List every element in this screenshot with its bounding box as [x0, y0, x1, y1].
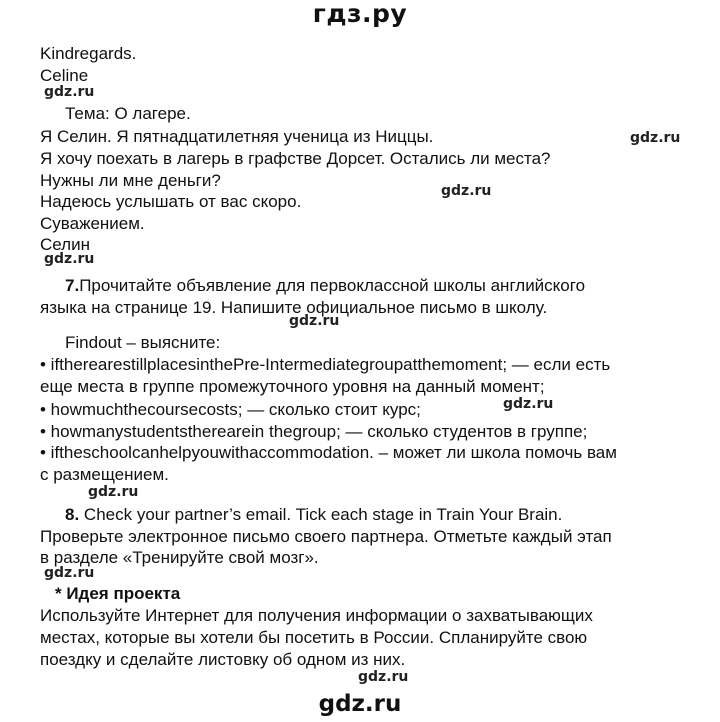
task8-line3: в разделе «Тренируйте свой мозг». [40, 548, 319, 567]
watermark: gdz.ru [44, 251, 95, 267]
project-line: Используйте Интернет для получения информации о захватывающих [40, 606, 593, 625]
letter-closing-en: Kindregards. [40, 44, 137, 63]
findout-label: Findout – выясните: [65, 333, 221, 352]
watermark: gdz.ru [44, 84, 95, 100]
task7-line1 [65, 276, 585, 296]
site-footer: gdz.ru [318, 691, 402, 717]
watermark: gdz.ru [630, 130, 681, 146]
bullet-line: • iftheschoolcanhelpyouwithaccommodation. – может ли школа помочь вам [40, 443, 617, 462]
bullet-line: еще места в группе промежуточного уровня на данный момент; [40, 377, 545, 396]
task7-number: 7. [65, 276, 80, 295]
letter-line: Надеюсь услышать от вас скоро. [40, 192, 302, 211]
project-title: * Идея проекта [55, 584, 181, 603]
letter-line: Я Селин. Я пятнадцатилетняя ученица из Ниццы. [40, 127, 434, 146]
project-line: поездку и сделайте листовку об одном из них. [40, 650, 406, 669]
project-line: местах, которые вы хотели бы посетить в России. Спланируйте свою [40, 628, 588, 647]
letter-line: Я хочу поехать в лагерь в графстве Дорсет. Остались ли места? [40, 149, 551, 168]
watermark: gdz.ru [441, 183, 492, 199]
letter-name-en: Celine [40, 66, 89, 85]
watermark: gdz.ru [503, 396, 554, 412]
task8-number: 8. [65, 505, 80, 524]
task8-text: Check your partner’s email. Tick each stage in Train Your Brain. [79, 505, 563, 524]
bullet-line: • howmuchthecoursecosts; — сколько стоит курс; [40, 400, 421, 419]
bullet-line: • iftherearestillplacesinthePre-Intermediategroupatthemoment; — если есть [40, 355, 611, 374]
letter-line: Селин [40, 235, 90, 254]
task8-line1 [65, 505, 562, 525]
bullet-line: с размещением. [40, 465, 169, 484]
task7-text: Прочитайте объявление для первоклассной школы английского [79, 276, 586, 295]
watermark: gdz.ru [358, 669, 409, 685]
letter-subject: Тема: О лагере. [65, 104, 191, 123]
watermark: gdz.ru [289, 313, 340, 329]
watermark: gdz.ru [44, 565, 95, 581]
letter-line: Суважением. [40, 214, 145, 233]
watermark: gdz.ru [88, 484, 139, 500]
task8-line2: Проверьте электронное письмо своего партнера. Отметьте каждый этап [40, 527, 612, 546]
site-header: гдз.ру [312, 0, 408, 28]
task7-line2: языка на странице 19. Напишите официальное письмо в школу. [40, 298, 548, 317]
bullet-line: • howmanystudentstherearein thegroup; — сколько студентов в группе; [40, 422, 588, 441]
letter-line: Нужны ли мне деньги? [40, 171, 221, 190]
